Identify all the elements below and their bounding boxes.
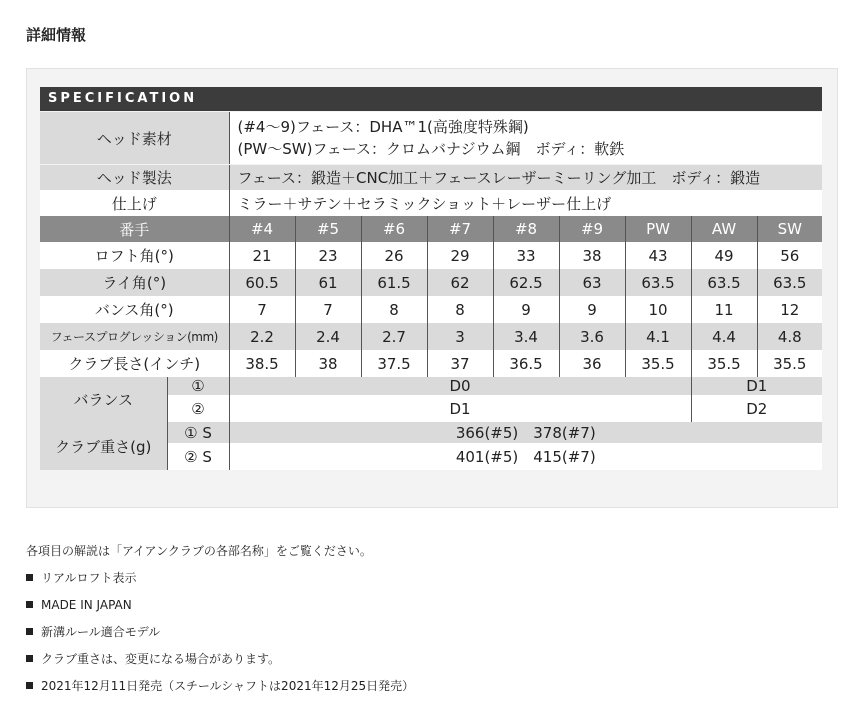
- finish-row: [40, 190, 822, 216]
- weight-label: クラブ重さ(g): [40, 422, 167, 470]
- club-number-row: [40, 216, 822, 242]
- face-progression-value: 2.7: [361, 323, 427, 350]
- face-progression-value: 4.8: [757, 323, 822, 350]
- loft-value: 21: [229, 242, 295, 269]
- loft-value: 43: [625, 242, 691, 269]
- bounce-value: 9: [559, 296, 625, 323]
- loft-value: 33: [493, 242, 559, 269]
- note-text: クラブ重さは、変更になる場合があります。: [41, 652, 281, 666]
- weight-row-1: [40, 422, 822, 443]
- loft-value: 29: [427, 242, 493, 269]
- lie-value: 63.5: [757, 269, 822, 296]
- note-text: 2021年12月11日発売（スチールシャフトは2021年12月25日発売）: [41, 679, 415, 693]
- club-number: #5: [295, 216, 361, 242]
- club-length-value: 36: [559, 350, 625, 377]
- lie-value: 62.5: [493, 269, 559, 296]
- bullet-square-icon: [26, 682, 33, 689]
- weight-value: 401(#5) 415(#7): [229, 443, 822, 470]
- note-text: MADE IN JAPAN: [41, 598, 132, 612]
- balance-label: バランス: [40, 377, 167, 422]
- bounce-value: 7: [229, 296, 295, 323]
- face-progression-value: 3.6: [559, 323, 625, 350]
- lie-value: 61: [295, 269, 361, 296]
- face-progression-value: 2.4: [295, 323, 361, 350]
- balance-sub-label: ①: [167, 377, 229, 395]
- note-item: [26, 565, 414, 592]
- head-material-line2: (PW～SW)フェース：クロムバナジウム鋼 ボディ：軟鉄: [237, 140, 625, 158]
- balance-wedges-value: D2: [691, 395, 822, 422]
- balance-irons-value: D1: [229, 395, 691, 422]
- club-length-value: 35.5: [757, 350, 822, 377]
- face-progression-value: 3: [427, 323, 493, 350]
- face-progression-value: 4.1: [625, 323, 691, 350]
- face-progression-value: 3.4: [493, 323, 559, 350]
- club-length-value: 35.5: [691, 350, 757, 377]
- club-number: #9: [559, 216, 625, 242]
- note-text: 新溝ルール適合モデル: [41, 625, 161, 639]
- club-length-value: 38: [295, 350, 361, 377]
- loft-value: 56: [757, 242, 822, 269]
- bullet-square-icon: [26, 574, 33, 581]
- face-progression-row: [40, 323, 822, 350]
- lie-label: ライ角(°): [40, 269, 229, 296]
- club-length-value: 37: [427, 350, 493, 377]
- loft-value: 26: [361, 242, 427, 269]
- notes-intro: 各項目の解説は「アイアンクラブの各部名称」をご覧ください。: [26, 544, 372, 558]
- head-method-row: [40, 165, 822, 190]
- lie-value: 61.5: [361, 269, 427, 296]
- club-length-row: [40, 350, 822, 377]
- club-number: SW: [757, 216, 822, 242]
- balance-wedges-value: D1: [691, 377, 822, 395]
- club-number: PW: [625, 216, 691, 242]
- head-material-label: ヘッド素材: [40, 112, 229, 164]
- face-progression-value: 4.4: [691, 323, 757, 350]
- bullet-square-icon: [26, 628, 33, 635]
- balance-irons-value: D0: [229, 377, 691, 395]
- bounce-value: 7: [295, 296, 361, 323]
- bullet-square-icon: [26, 601, 33, 608]
- loft-row: [40, 242, 822, 269]
- note-text: リアルロフト表示: [41, 571, 137, 585]
- lie-value: 63: [559, 269, 625, 296]
- club-number: #4: [229, 216, 295, 242]
- lie-value: 63.5: [625, 269, 691, 296]
- weight-value: 366(#5) 378(#7): [229, 422, 822, 443]
- finish-label: 仕上げ: [40, 190, 229, 216]
- head-method-label: ヘッド製法: [40, 165, 229, 190]
- head-material-row: [40, 112, 822, 164]
- club-length-value: 36.5: [493, 350, 559, 377]
- balance-row-1: [40, 377, 822, 395]
- notes-section: [26, 538, 414, 700]
- weight-sub-label: ① S: [167, 422, 229, 443]
- page-title: 詳細情報: [26, 26, 87, 44]
- lie-value: 63.5: [691, 269, 757, 296]
- club-length-value: 37.5: [361, 350, 427, 377]
- note-item: [26, 619, 414, 646]
- loft-value: 23: [295, 242, 361, 269]
- bullet-square-icon: [26, 655, 33, 662]
- bounce-value: 10: [625, 296, 691, 323]
- club-length-value: 38.5: [229, 350, 295, 377]
- club-number: #8: [493, 216, 559, 242]
- bounce-value: 12: [757, 296, 822, 323]
- note-item: [26, 646, 414, 673]
- spec-header: SPECIFICATION: [40, 87, 822, 111]
- club-number: #6: [361, 216, 427, 242]
- club-length-label: クラブ長さ(インチ): [40, 350, 229, 377]
- note-item: [26, 673, 414, 700]
- club-number: #7: [427, 216, 493, 242]
- bounce-value: 11: [691, 296, 757, 323]
- bounce-value: 9: [493, 296, 559, 323]
- bounce-value: 8: [361, 296, 427, 323]
- loft-value: 49: [691, 242, 757, 269]
- lie-value: 62: [427, 269, 493, 296]
- lie-row: [40, 269, 822, 296]
- loft-value: 38: [559, 242, 625, 269]
- club-number-label: 番手: [40, 216, 229, 242]
- club-length-value: 35.5: [625, 350, 691, 377]
- head-method-value: フェース：鍛造＋CNC加工＋フェースレーザーミーリング加工 ボディ：鍛造: [229, 165, 822, 190]
- face-progression-label: フェースプログレッション(mm): [40, 323, 229, 350]
- finish-value: ミラー＋サテン＋セラミックショット＋レーザー仕上げ: [229, 190, 822, 216]
- face-progression-value: 2.2: [229, 323, 295, 350]
- spec-table: [40, 112, 822, 470]
- note-item: [26, 592, 414, 619]
- head-material-line1: (#4～9)フェース：DHA™1(高強度特殊鋼): [237, 118, 529, 136]
- bounce-label: バンス角(°): [40, 296, 229, 323]
- balance-sub-label: ②: [167, 395, 229, 422]
- bounce-value: 8: [427, 296, 493, 323]
- weight-sub-label: ② S: [167, 443, 229, 470]
- club-number: AW: [691, 216, 757, 242]
- loft-label: ロフト角(°): [40, 242, 229, 269]
- lie-value: 60.5: [229, 269, 295, 296]
- head-material-value: [229, 112, 822, 164]
- bounce-row: [40, 296, 822, 323]
